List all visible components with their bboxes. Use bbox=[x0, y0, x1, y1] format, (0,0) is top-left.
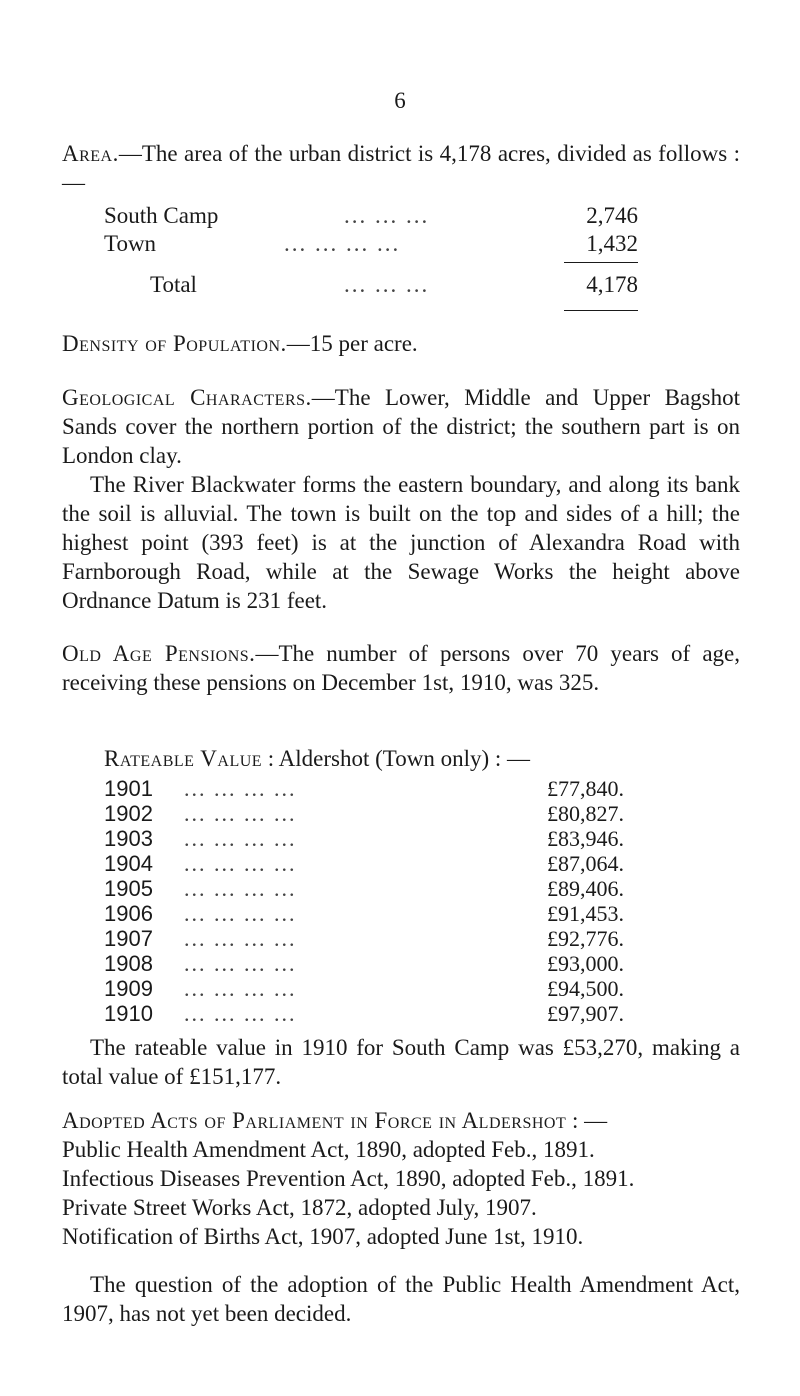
leader-dots: ... ... ... ... bbox=[184, 851, 297, 876]
acts-heading-suffix: : — bbox=[566, 1108, 608, 1133]
rateable-row bbox=[104, 776, 624, 801]
page-number: 6 bbox=[394, 88, 406, 113]
area-paragraph bbox=[62, 139, 740, 197]
density-paragraph bbox=[62, 329, 740, 358]
density-heading: Density of Population. bbox=[62, 331, 287, 356]
geological-heading: Geological Characters. bbox=[62, 385, 312, 410]
leader-dots: ... ... ... ... bbox=[184, 826, 297, 851]
total-rule-bottom bbox=[564, 310, 638, 311]
leader-dots: ... ... ... bbox=[344, 203, 430, 228]
rateable-year: 1908 bbox=[104, 951, 153, 976]
rateable-value: £91,453. bbox=[547, 901, 624, 926]
rateable-value: £80,827. bbox=[547, 801, 624, 826]
rateable-row bbox=[104, 826, 624, 851]
rateable-value: £94,500. bbox=[547, 976, 624, 1001]
rateable-value: £92,776. bbox=[547, 926, 624, 951]
area-row-value: 1,432 bbox=[586, 231, 638, 256]
pensions-text: —The number of persons over 70 years of age, receiving these pensions on December 1st, 1910, was 325. bbox=[62, 641, 740, 695]
leader-dots: ... ... ... bbox=[344, 272, 430, 297]
density-text: —15 per acre. bbox=[286, 331, 418, 356]
rateable-row bbox=[104, 801, 624, 826]
pensions-heading: Old Age Pensions. bbox=[62, 641, 256, 666]
rateable-year: 1904 bbox=[104, 851, 153, 876]
act-item: Notification of Births Act, 1907, adopted June 1st, 1910. bbox=[62, 1224, 584, 1249]
rateable-value: £83,946. bbox=[547, 826, 624, 851]
rateable-row bbox=[104, 926, 624, 951]
act-item: Public Health Amendment Act, 1890, adopted Feb., 1891. bbox=[62, 1137, 595, 1162]
rateable-value: £97,907. bbox=[547, 1001, 624, 1026]
area-row-label: Town bbox=[104, 231, 157, 256]
area-row-label: South Camp bbox=[104, 203, 219, 228]
rateable-value: £87,064. bbox=[547, 851, 624, 876]
leader-dots: ... ... ... ... bbox=[284, 231, 401, 256]
rateable-row bbox=[104, 901, 624, 926]
acts-note: The question of the adoption of the Public Health Amendment Act, 1907, has not yet been decided. bbox=[62, 1272, 740, 1326]
act-item: Infectious Diseases Prevention Act, 1890, adopted Feb., 1891. bbox=[62, 1166, 635, 1191]
rateable-note: The rateable value in 1910 for South Camp was £53,270, making a total value of £151,177. bbox=[62, 1035, 740, 1089]
rateable-row bbox=[104, 951, 624, 976]
geological-paragraph bbox=[62, 383, 740, 470]
act-item: Private Street Works Act, 1872, adopted July, 1907. bbox=[62, 1195, 537, 1220]
area-row-value: 2,746 bbox=[586, 203, 638, 228]
geological-paragraph-2: The River Blackwater forms the eastern boundary, and along its bank the soil is alluvial. The town is built on the top and sides of a hill; the highest point (393 feet) is at the junction of Alexandra Road with Farnborough Road, while at the Sewage Works the height above Ordnance Datum is 231 feet. bbox=[62, 472, 740, 613]
rateable-year: 1901 bbox=[104, 776, 153, 801]
area-heading: Area. bbox=[62, 141, 119, 166]
rateable-year: 1909 bbox=[104, 976, 153, 1001]
leader-dots: ... ... ... ... bbox=[184, 976, 297, 1001]
leader-dots: ... ... ... ... bbox=[184, 1001, 297, 1026]
area-text: —The area of the urban district is 4,178 acres, divided as follows : — bbox=[62, 141, 740, 195]
rateable-row bbox=[104, 851, 624, 876]
rateable-year: 1905 bbox=[104, 876, 153, 901]
area-total-label: Total bbox=[150, 272, 197, 297]
rateable-year: 1910 bbox=[104, 1001, 153, 1026]
leader-dots: ... ... ... ... bbox=[184, 926, 297, 951]
leader-dots: ... ... ... ... bbox=[184, 776, 297, 801]
rateable-row bbox=[104, 976, 624, 1001]
rateable-year: 1906 bbox=[104, 901, 153, 926]
rateable-row bbox=[104, 876, 624, 901]
rateable-heading: Rateable Value bbox=[104, 746, 263, 771]
rateable-row bbox=[104, 1001, 624, 1026]
total-rule-top bbox=[564, 262, 638, 263]
rateable-value: £93,000. bbox=[547, 951, 624, 976]
rateable-year: 1902 bbox=[104, 801, 153, 826]
area-total-value: 4,178 bbox=[586, 272, 638, 297]
leader-dots: ... ... ... ... bbox=[184, 901, 297, 926]
leader-dots: ... ... ... ... bbox=[184, 951, 297, 976]
rateable-value: £77,840. bbox=[547, 776, 624, 801]
rateable-year: 1907 bbox=[104, 926, 153, 951]
leader-dots: ... ... ... ... bbox=[184, 876, 297, 901]
leader-dots: ... ... ... ... bbox=[184, 801, 297, 826]
rateable-year: 1903 bbox=[104, 826, 153, 851]
acts-heading-line bbox=[62, 1106, 752, 1135]
rateable-subheading: : Aldershot (Town only) : — bbox=[262, 746, 531, 771]
rateable-heading-line bbox=[104, 744, 724, 773]
rateable-value: £89,406. bbox=[547, 876, 624, 901]
pensions-paragraph bbox=[62, 639, 740, 697]
geological-text: —The Lower, Middle and Upper Bagshot Sands cover the northern portion of the district; the southern part is on London clay. bbox=[62, 385, 740, 468]
acts-heading: Adopted Acts of Parliament in Force in Aldershot bbox=[62, 1108, 567, 1133]
